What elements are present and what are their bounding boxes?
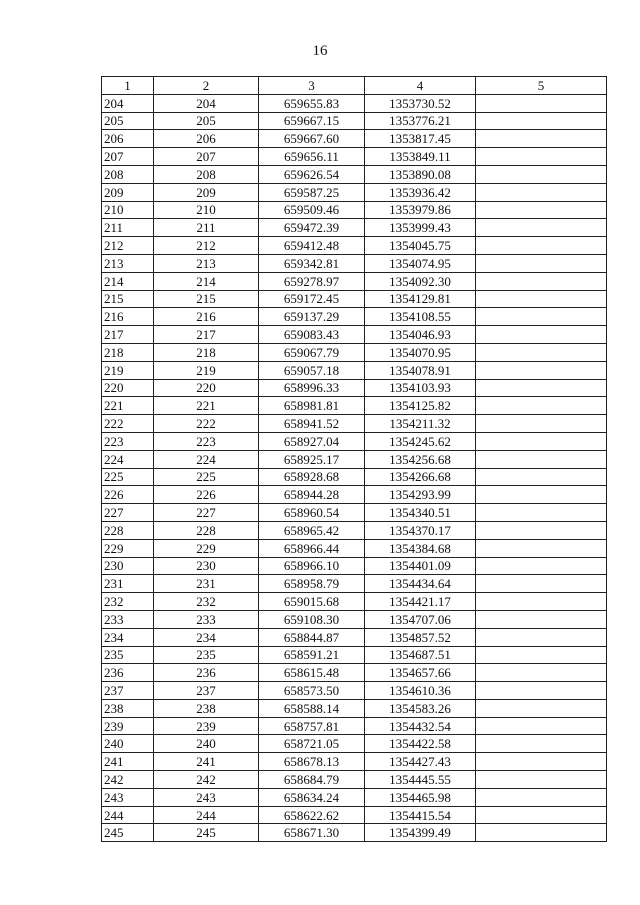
table-cell: 1354707.06 [365,610,476,628]
table-cell [476,379,607,397]
table-cell [476,397,607,415]
table-cell [476,468,607,486]
table-cell [476,521,607,539]
table-row [102,699,607,717]
table-row [102,326,607,344]
table-cell: 221 [154,397,259,415]
table-cell: 659015.68 [259,593,365,611]
table-cell [476,130,607,148]
table-row [102,308,607,326]
table-row [102,521,607,539]
table-cell: 223 [102,432,154,450]
table-cell: 1353979.86 [365,201,476,219]
table-cell: 212 [154,237,259,255]
table-cell: 1353730.52 [365,94,476,112]
table-cell [476,112,607,130]
table-cell: 658941.52 [259,415,365,433]
table-cell: 245 [102,824,154,842]
table-row [102,379,607,397]
table-cell: 1353890.08 [365,165,476,183]
table-cell: 226 [102,486,154,504]
table-row [102,450,607,468]
table-cell: 231 [154,575,259,593]
table-cell: 659057.18 [259,361,365,379]
table-cell: 230 [154,557,259,575]
table-row [102,557,607,575]
table-row [102,272,607,290]
table-cell: 230 [102,557,154,575]
table-cell: 659342.81 [259,254,365,272]
table-cell: 658944.28 [259,486,365,504]
table-cell: 232 [154,593,259,611]
table-row [102,130,607,148]
table-cell: 1354370.17 [365,521,476,539]
table-row [102,237,607,255]
table-cell: 658757.81 [259,717,365,735]
table-body [102,94,607,841]
table-cell [476,219,607,237]
table-row [102,361,607,379]
table-cell [476,183,607,201]
table-cell: 233 [154,610,259,628]
table-cell: 221 [102,397,154,415]
table-cell: 208 [154,165,259,183]
table-row [102,290,607,308]
table-cell [476,806,607,824]
table-row [102,219,607,237]
table-cell: 658622.62 [259,806,365,824]
table-row [102,343,607,361]
table-row [102,682,607,700]
table-cell: 220 [154,379,259,397]
table-cell: 217 [102,326,154,344]
table-cell: 1354610.36 [365,682,476,700]
table-row [102,415,607,433]
table-cell [476,290,607,308]
table-cell: 658634.24 [259,788,365,806]
page-number: 16 [312,43,328,59]
table-cell: 1354399.49 [365,824,476,842]
table-cell: 658996.33 [259,379,365,397]
table-cell: 209 [102,183,154,201]
table-cell: 658684.79 [259,771,365,789]
table-cell: 224 [102,450,154,468]
table-cell: 1354445.55 [365,771,476,789]
table-row [102,254,607,272]
table-row [102,575,607,593]
table-cell: 1353999.43 [365,219,476,237]
table-cell [476,94,607,112]
table-cell: 1353817.45 [365,130,476,148]
table-cell: 220 [102,379,154,397]
table-row [102,771,607,789]
table-row [102,735,607,753]
table-cell: 658721.05 [259,735,365,753]
table-cell: 233 [102,610,154,628]
table-cell: 237 [102,682,154,700]
table-cell: 205 [154,112,259,130]
table-cell: 1353936.42 [365,183,476,201]
table-cell: 1354108.55 [365,308,476,326]
table-cell: 1354092.30 [365,272,476,290]
table-row [102,593,607,611]
table-cell: 659587.25 [259,183,365,201]
table-cell: 223 [154,432,259,450]
table-cell [476,628,607,646]
table-cell: 239 [102,717,154,735]
table-cell: 237 [154,682,259,700]
table-cell: 659472.39 [259,219,365,237]
table-cell: 240 [154,735,259,753]
table-cell: 658671.30 [259,824,365,842]
table-cell: 659626.54 [259,165,365,183]
table-row [102,539,607,557]
table-cell [476,254,607,272]
table-cell: 1354427.43 [365,753,476,771]
table-row [102,165,607,183]
table-row [102,788,607,806]
table-cell: 658965.42 [259,521,365,539]
table-cell: 1354266.68 [365,468,476,486]
table-cell: 1354074.95 [365,254,476,272]
table-row [102,806,607,824]
table-cell: 209 [154,183,259,201]
table-row [102,504,607,522]
table-cell: 219 [154,361,259,379]
table-row [102,824,607,842]
table-cell [476,539,607,557]
table-cell: 204 [102,94,154,112]
table-cell: 215 [154,290,259,308]
table-cell: 1354046.93 [365,326,476,344]
table-cell: 658958.79 [259,575,365,593]
table-cell: 659083.43 [259,326,365,344]
table-row [102,397,607,415]
table-cell: 658588.14 [259,699,365,717]
table-cell: 1354422.58 [365,735,476,753]
table-cell [476,646,607,664]
table-cell: 1354401.09 [365,557,476,575]
table-cell: 234 [154,628,259,646]
table-cell: 240 [102,735,154,753]
table-cell: 658927.04 [259,432,365,450]
table-cell: 1354045.75 [365,237,476,255]
table-cell: 218 [154,343,259,361]
table-cell: 212 [102,237,154,255]
table-cell: 658591.21 [259,646,365,664]
table-row [102,468,607,486]
table-cell [476,415,607,433]
table-cell: 1354657.66 [365,664,476,682]
table-cell: 658966.44 [259,539,365,557]
table-row [102,112,607,130]
table-cell: 238 [102,699,154,717]
table-cell: 1354245.62 [365,432,476,450]
table-cell [476,432,607,450]
table-cell: 234 [102,628,154,646]
table-cell: 659509.46 [259,201,365,219]
table-cell: 207 [154,148,259,166]
table-cell: 224 [154,450,259,468]
table-cell: 226 [154,486,259,504]
table-cell: 210 [102,201,154,219]
table-cell: 1354070.95 [365,343,476,361]
table-cell: 243 [154,788,259,806]
table-cell: 204 [154,94,259,112]
table-cell [476,753,607,771]
table-cell: 1354256.68 [365,450,476,468]
table-cell: 216 [154,308,259,326]
table-cell: 659667.60 [259,130,365,148]
table-cell: 236 [102,664,154,682]
table-cell: 659067.79 [259,343,365,361]
table-cell: 214 [102,272,154,290]
table-cell [476,575,607,593]
table-cell: 659172.45 [259,290,365,308]
table-cell: 1354078.91 [365,361,476,379]
table-cell [476,308,607,326]
table-cell [476,148,607,166]
table-cell [476,361,607,379]
table-cell: 658678.13 [259,753,365,771]
table-cell: 1354465.98 [365,788,476,806]
table-cell [476,237,607,255]
table-cell: 658925.17 [259,450,365,468]
table-cell: 211 [102,219,154,237]
table-cell: 1354434.64 [365,575,476,593]
table-row [102,432,607,450]
table-cell: 235 [154,646,259,664]
table-cell: 1353849.11 [365,148,476,166]
table-cell: 659655.83 [259,94,365,112]
table-cell [476,201,607,219]
table-cell [476,788,607,806]
table-cell: 207 [102,148,154,166]
table-cell: 206 [102,130,154,148]
column-header: 1 [102,77,154,95]
coordinates-table [101,76,607,842]
table-cell: 1354583.26 [365,699,476,717]
table-cell: 229 [102,539,154,557]
table-cell: 1354421.17 [365,593,476,611]
table-cell: 245 [154,824,259,842]
table-cell [476,343,607,361]
table-cell: 1354129.81 [365,290,476,308]
table-cell: 219 [102,361,154,379]
table-cell [476,450,607,468]
table-cell: 244 [154,806,259,824]
table-row [102,717,607,735]
table-cell: 1354432.54 [365,717,476,735]
table-cell: 218 [102,343,154,361]
table-cell: 232 [102,593,154,611]
table-cell: 241 [102,753,154,771]
column-header: 2 [154,77,259,95]
table-row [102,201,607,219]
table-cell: 1354340.51 [365,504,476,522]
table-row [102,664,607,682]
table-cell: 213 [102,254,154,272]
table-cell: 659108.30 [259,610,365,628]
table-cell [476,557,607,575]
table-row [102,94,607,112]
table-cell: 228 [102,521,154,539]
table-cell: 659656.11 [259,148,365,166]
table-cell: 228 [154,521,259,539]
table-cell: 1354687.51 [365,646,476,664]
table-row [102,486,607,504]
table-cell: 658928.68 [259,468,365,486]
table-cell: 205 [102,112,154,130]
table-cell: 1354384.68 [365,539,476,557]
table-cell: 208 [102,165,154,183]
table-cell: 1354293.99 [365,486,476,504]
table-cell [476,593,607,611]
table-cell: 658573.50 [259,682,365,700]
table-cell: 658615.48 [259,664,365,682]
column-header: 3 [259,77,365,95]
table-cell: 213 [154,254,259,272]
table-cell: 243 [102,788,154,806]
table-row [102,610,607,628]
table-cell: 239 [154,717,259,735]
table-cell: 659412.48 [259,237,365,255]
table-cell: 1354211.32 [365,415,476,433]
table-cell: 659667.15 [259,112,365,130]
table-row [102,183,607,201]
table-cell [476,699,607,717]
table-cell: 238 [154,699,259,717]
table-cell: 1354103.93 [365,379,476,397]
table-cell [476,326,607,344]
table-cell [476,272,607,290]
table-row [102,148,607,166]
table-cell: 222 [102,415,154,433]
table-cell: 231 [102,575,154,593]
table-cell [476,610,607,628]
table-cell [476,735,607,753]
table-cell: 227 [154,504,259,522]
table-cell [476,682,607,700]
table-cell: 235 [102,646,154,664]
table-cell: 225 [102,468,154,486]
table-cell: 659137.29 [259,308,365,326]
table-cell: 217 [154,326,259,344]
table-cell [476,486,607,504]
table-cell: 658960.54 [259,504,365,522]
table-row [102,628,607,646]
table-cell [476,165,607,183]
table-cell: 658966.10 [259,557,365,575]
table-cell [476,771,607,789]
table-cell: 241 [154,753,259,771]
table-cell: 216 [102,308,154,326]
table-cell: 1354125.82 [365,397,476,415]
table-cell: 222 [154,415,259,433]
column-header: 4 [365,77,476,95]
table-cell: 225 [154,468,259,486]
table-cell: 1354857.52 [365,628,476,646]
table-cell: 236 [154,664,259,682]
table-cell [476,824,607,842]
table-cell: 658981.81 [259,397,365,415]
table-row [102,753,607,771]
table-cell: 242 [102,771,154,789]
table-cell: 211 [154,219,259,237]
table-row [102,646,607,664]
table-cell: 659278.97 [259,272,365,290]
table-header-row [102,77,607,95]
table-cell: 227 [102,504,154,522]
column-header: 5 [476,77,607,95]
table-cell: 1354415.54 [365,806,476,824]
table-cell [476,717,607,735]
table-cell: 242 [154,771,259,789]
table-cell: 229 [154,539,259,557]
table-cell [476,664,607,682]
table-cell: 1353776.21 [365,112,476,130]
table-cell: 215 [102,290,154,308]
table-cell: 214 [154,272,259,290]
table-cell [476,504,607,522]
table-cell: 206 [154,130,259,148]
table-cell: 244 [102,806,154,824]
table-cell: 210 [154,201,259,219]
table-cell: 658844.87 [259,628,365,646]
